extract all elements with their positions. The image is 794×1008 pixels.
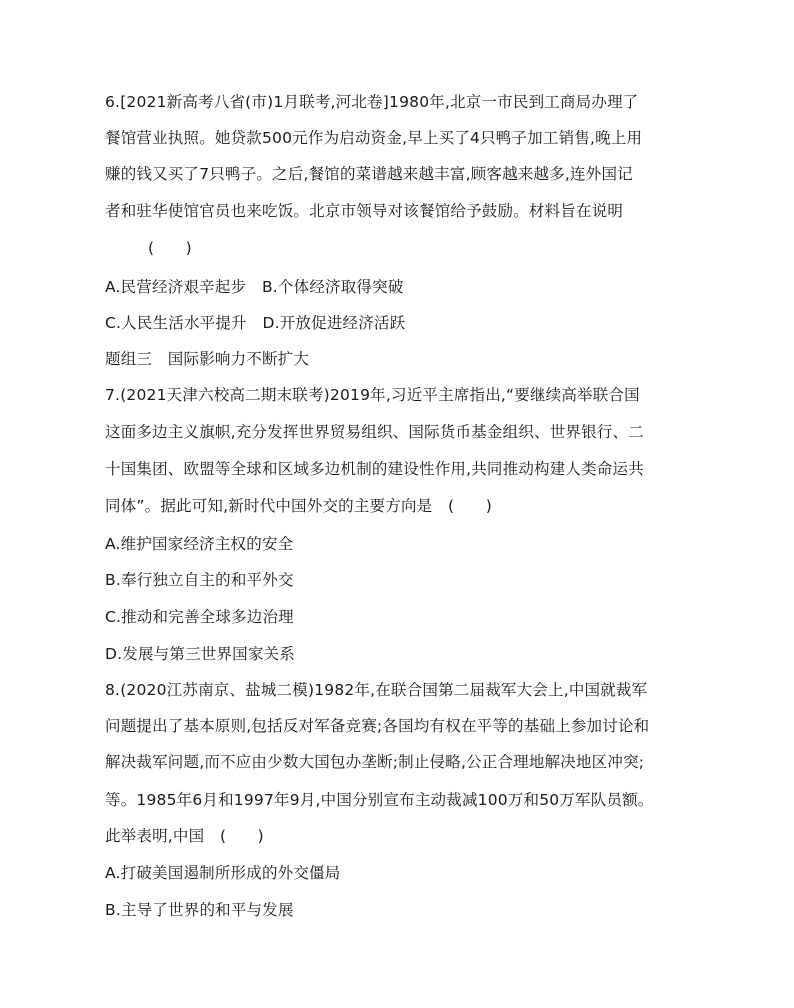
q7-option-a: A.维护国家经济主权的安全 <box>105 535 294 553</box>
section-title: 题组三 国际影响力不断扩大 <box>105 350 310 368</box>
q8-stem-line: 解决裁军问题,而不应由少数大国包办垄断;制止侵略,公正合理地解决地区冲突; <box>105 753 645 771</box>
q6-stem-line: 6.[2021新高考八省(市)1月联考,河北卷]1980年,北京一市民到工商局办理了 <box>105 93 639 111</box>
q6-stem-line: 者和驻华使馆官员也来吃饭。北京市领导对该餐馆给予鼓励。材料旨在说明 <box>105 202 624 220</box>
q7-option-d: D.发展与第三世界国家关系 <box>105 645 295 663</box>
q7-stem-line: 十国集团、欧盟等全球和区域多边机制的建设性作用,共同推动构建人类命运共 <box>105 460 644 478</box>
q6-answer-blank: ( ) <box>148 239 192 257</box>
q7-option-c: C.推动和完善全球多边治理 <box>105 608 294 626</box>
q8-stem-line: 等。1985年6月和1997年9月,中国分别宣布主动裁减100万和50万军队员额。 <box>105 791 654 809</box>
q8-stem-line: 问题提出了基本原则,包括反对军备竞赛;各国均有权在平等的基础上参加讨论和 <box>105 717 650 735</box>
q8-option-b: B.主导了世界的和平与发展 <box>105 901 294 919</box>
q6-stem-line: 赚的钱又买了7只鸭子。之后,餐馆的菜谱越来越丰富,顾客越来越多,连外国记 <box>105 165 633 183</box>
q7-stem-line: 同体”。据此可知,新时代中国外交的主要方向是 ( ) <box>105 497 492 515</box>
q7-option-b: B.奉行独立自主的和平外交 <box>105 571 294 589</box>
q8-stem-line: 此举表明,中国 ( ) <box>105 827 264 845</box>
q7-stem-line: 7.(2021天津六校高二期末联考)2019年,习近平主席指出,“要继续高举联合国 <box>105 386 640 404</box>
q6-options-row-2: C.人民生活水平提升 D.开放促进经济活跃 <box>105 314 406 332</box>
q8-stem-line: 8.(2020江苏南京、盐城二模)1982年,在联合国第二届裁军大会上,中国就裁军 <box>105 681 648 699</box>
q7-stem-line: 这面多边主义旗帜,充分发挥世界贸易组织、国际货币基金组织、世界银行、二 <box>105 423 644 441</box>
q8-option-a: A.打破美国遏制所形成的外交僵局 <box>105 864 341 882</box>
q6-stem-line: 餐馆营业执照。她贷款500元作为启动资金,早上买了4只鸭子加工销售,晚上用 <box>105 129 643 147</box>
q6-options-row-1: A.民营经济艰辛起步 B.个体经济取得突破 <box>105 278 404 296</box>
